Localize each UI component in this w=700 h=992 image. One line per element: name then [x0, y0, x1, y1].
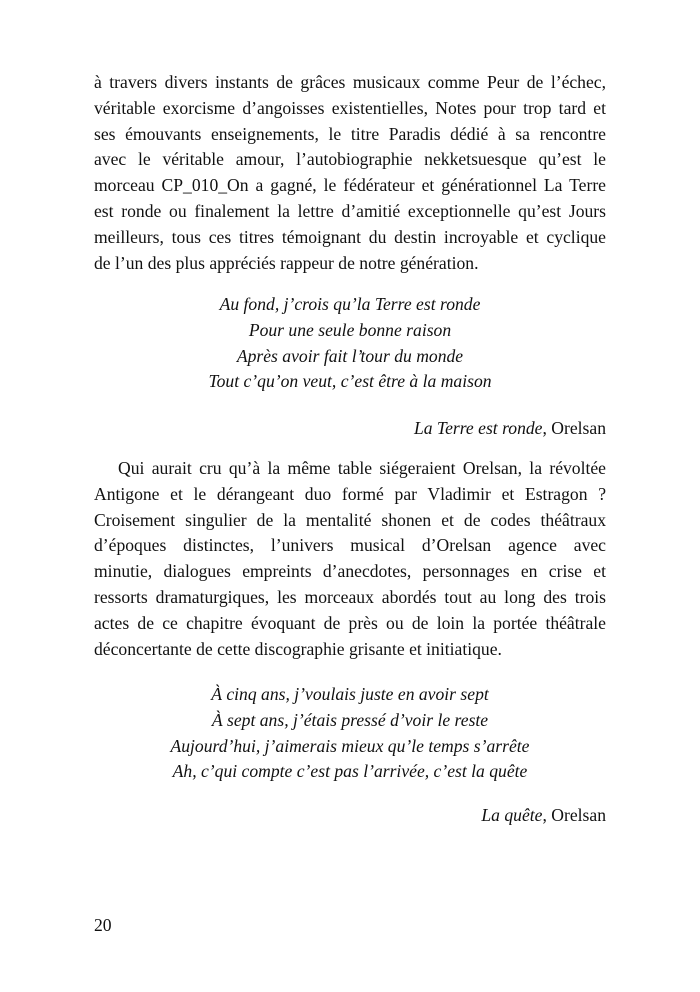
lyric-line: À cinq ans, j’voulais juste en avoir sept [211, 684, 489, 704]
body-paragraph-2 [94, 456, 606, 662]
paragraph-line: déconcertante de cette discographie grisante et initiatique. [94, 638, 502, 659]
paragraph-line: minutie, dialogues empreints d’anecdotes, personnages en crise et [94, 561, 606, 582]
lyrics-quote-1 [94, 292, 606, 395]
page-number: 20 [94, 915, 112, 935]
body-paragraph-1 [94, 70, 606, 276]
lyric-line: À sept ans, j’étais pressé d’voir le reste [211, 709, 489, 730]
paragraph-line: à travers divers instants de grâces musicaux comme Peur de l’échec, [94, 72, 606, 92]
lyric-line: Après avoir fait l’tour du monde [236, 345, 464, 366]
paragraph-line: morceau CP_010_On a gagné, le fédérateur et générationnel La Terre [94, 175, 606, 196]
paragraph-line: ses émouvants enseignements, le titre Paradis dédié à sa rencontre [94, 123, 606, 144]
paragraph-line: Qui aurait cru qu’à la même table siégeraient Orelsan, la révoltée [118, 458, 606, 478]
lyrics-credit-1 [94, 416, 606, 442]
paragraph-line: véritable exorcisme d’angoisses existentielles, Notes pour trop tard et [94, 97, 606, 118]
artist-name: , Orelsan [542, 805, 606, 825]
paragraph-line: est ronde ou finalement la lettre d’amitié exceptionnelle qu’est Jours [94, 200, 606, 221]
lyric-line: Aujourd’hui, j’aimerais mieux qu’le temps s’arrête [170, 735, 530, 756]
paragraph-line: actes de ce chapitre évoquant de près ou de loin la portée théâtrale [94, 612, 606, 633]
song-title: La quête [481, 805, 543, 825]
lyrics-credit-2 [94, 803, 606, 829]
lyric-line: Ah, c’qui compte c’est pas l’arrivée, c’est la quête [172, 761, 528, 782]
paragraph-line: meilleurs, tous ces titres témoignant du destin incroyable et cyclique [94, 226, 606, 247]
lyrics-quote-2 [94, 682, 606, 785]
artist-name: , Orelsan [542, 418, 606, 438]
lyric-line: Pour une seule bonne raison [248, 319, 452, 340]
paragraph-line: Antigone et le dérangeant duo formé par Vladimir et Estragon ? [94, 483, 606, 504]
paragraph-line: de l’un des plus appréciés rappeur de notre génération. [94, 252, 479, 273]
lyric-line: Au fond, j’crois qu’la Terre est ronde [219, 294, 481, 314]
paragraph-line: ressorts dramaturgiques, les morceaux abordés tout au long des trois [94, 586, 606, 607]
paragraph-line: avec le véritable amour, l’autobiographie nekketsuesque qu’est le [94, 149, 606, 170]
paragraph-line: Croisement singulier de la mentalité shonen et de codes théâtraux [94, 509, 606, 530]
lyric-line: Tout c’qu’on veut, c’est être à la maison [208, 371, 492, 392]
song-title: La Terre est ronde [413, 418, 543, 438]
paragraph-line: d’époques distinctes, l’univers musical d’Orelsan agence avec [94, 535, 606, 556]
